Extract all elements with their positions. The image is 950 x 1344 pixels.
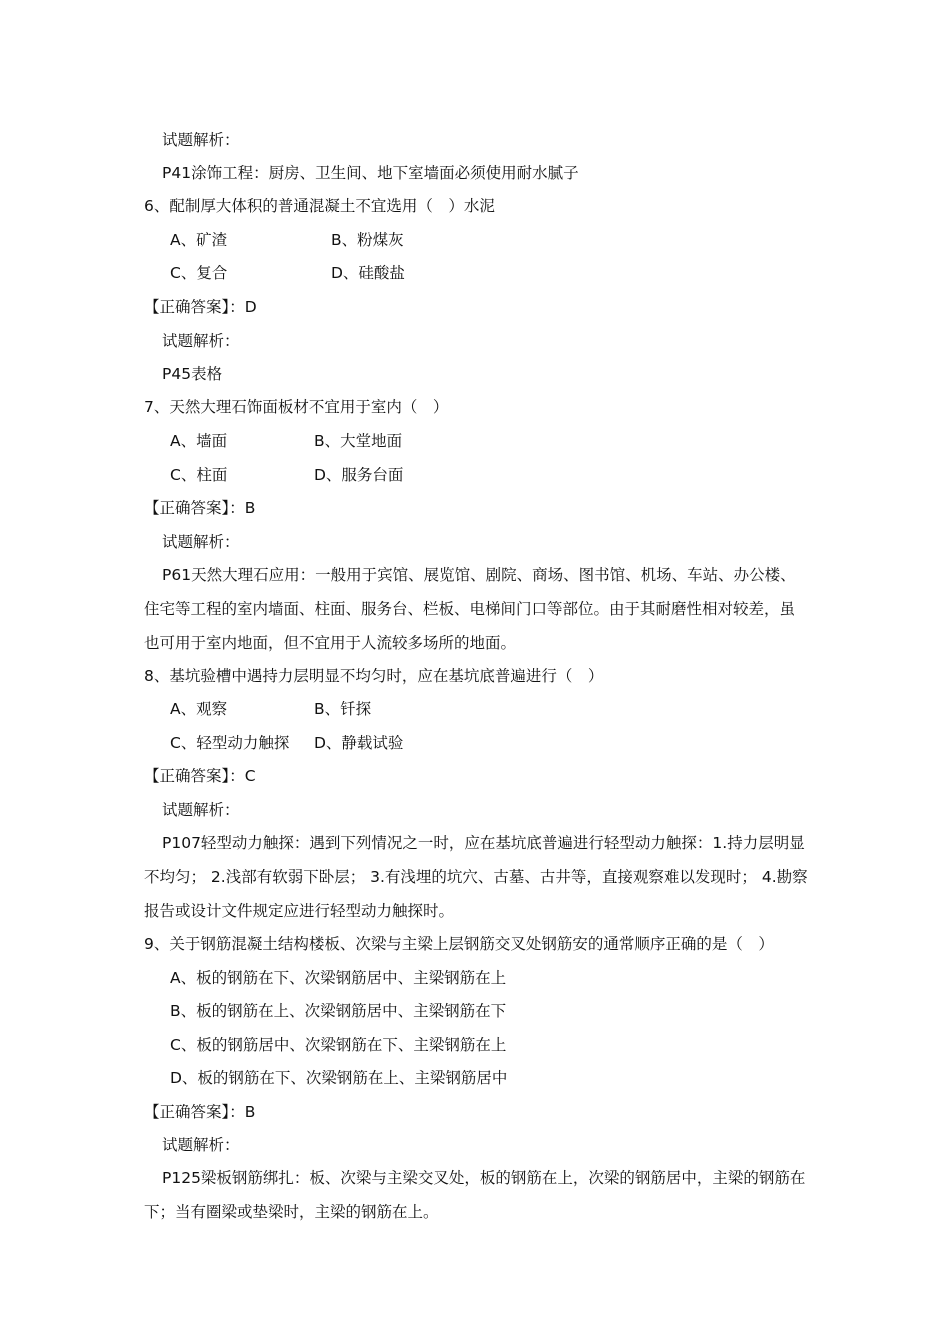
question-7: 7、天然大理石饰面板材不宜用于室内（ ） bbox=[144, 398, 449, 416]
analysis-label: 试题解析： bbox=[162, 131, 240, 149]
correct-answer: 【正确答案】：C bbox=[144, 767, 256, 785]
question-8: 8、基坑验槽中遇持力层明显不均匀时，应在基坑底普遍进行（ ） bbox=[144, 667, 604, 685]
option-c: C、轻型动力触探 bbox=[170, 734, 290, 752]
option-b: B、粉煤灰 bbox=[331, 231, 404, 249]
option-d: D、服务台面 bbox=[314, 466, 404, 484]
option-d: D、静载试验 bbox=[314, 734, 404, 752]
option-a: A、矿渣 bbox=[170, 231, 228, 249]
option-b: B、钎探 bbox=[314, 700, 372, 718]
correct-answer: 【正确答案】：D bbox=[144, 298, 257, 316]
option-d: D、板的钢筋在下、次梁钢筋在上、主梁钢筋居中 bbox=[170, 1069, 508, 1087]
option-b: B、大堂地面 bbox=[314, 432, 403, 450]
analysis-label: 试题解析： bbox=[162, 332, 240, 350]
option-a: A、板的钢筋在下、次梁钢筋居中、主梁钢筋在上 bbox=[170, 969, 507, 987]
option-c: C、板的钢筋居中、次梁钢筋在下、主梁钢筋在上 bbox=[170, 1036, 507, 1054]
analysis-label: 试题解析： bbox=[162, 533, 240, 551]
analysis-text: P125梁板钢筋绑扎：板、次梁与主梁交叉处，板的钢筋在上，次梁的钢筋居中，主梁的钢筋在下；当有圈梁或垫梁时，主梁的钢筋在上。 bbox=[144, 1169, 806, 1221]
analysis-label: 试题解析： bbox=[162, 801, 240, 819]
analysis-text: P41涂饰工程：厨房、卫生间、地下室墙面必须使用耐水腻子 bbox=[162, 164, 579, 182]
option-c: C、复合 bbox=[170, 264, 228, 282]
analysis-text: P45表格 bbox=[162, 365, 223, 383]
option-a: A、墙面 bbox=[170, 432, 228, 450]
correct-answer: 【正确答案】：B bbox=[144, 499, 256, 517]
analysis-text: P107轻型动力触探：遇到下列情况之一时，应在基坑底普遍进行轻型动力触探：1.持力层明显不均匀； 2.浅部有软弱下卧层； 3.有浅埋的坑穴、古墓、古井等，直接观察难以发现时； 4.勘察报告或设计文件规定应进行轻型动力触探时。 bbox=[144, 834, 808, 920]
analysis-text: P61天然大理石应用：一般用于宾馆、展览馆、剧院、商场、图书馆、机场、车站、办公楼、住宅等工程的室内墙面、柱面、服务台、栏板、电梯间门口等部位。由于其耐磨性相对较差，虽也可用于室内地面，但不宜用于人流较多场所的地面。 bbox=[144, 566, 796, 652]
correct-answer: 【正确答案】：B bbox=[144, 1103, 256, 1121]
option-b: B、板的钢筋在上、次梁钢筋居中、主梁钢筋在下 bbox=[170, 1002, 507, 1020]
question-6: 6、配制厚大体积的普通混凝土不宜选用（ ）水泥 bbox=[144, 197, 495, 215]
analysis-label: 试题解析： bbox=[162, 1136, 240, 1154]
question-9: 9、关于钢筋混凝土结构楼板、次梁与主梁上层钢筋交叉处钢筋安的通常顺序正确的是（ ） bbox=[144, 935, 774, 953]
option-c: C、柱面 bbox=[170, 466, 228, 484]
option-d: D、硅酸盐 bbox=[331, 264, 405, 282]
option-a: A、观察 bbox=[170, 700, 228, 718]
